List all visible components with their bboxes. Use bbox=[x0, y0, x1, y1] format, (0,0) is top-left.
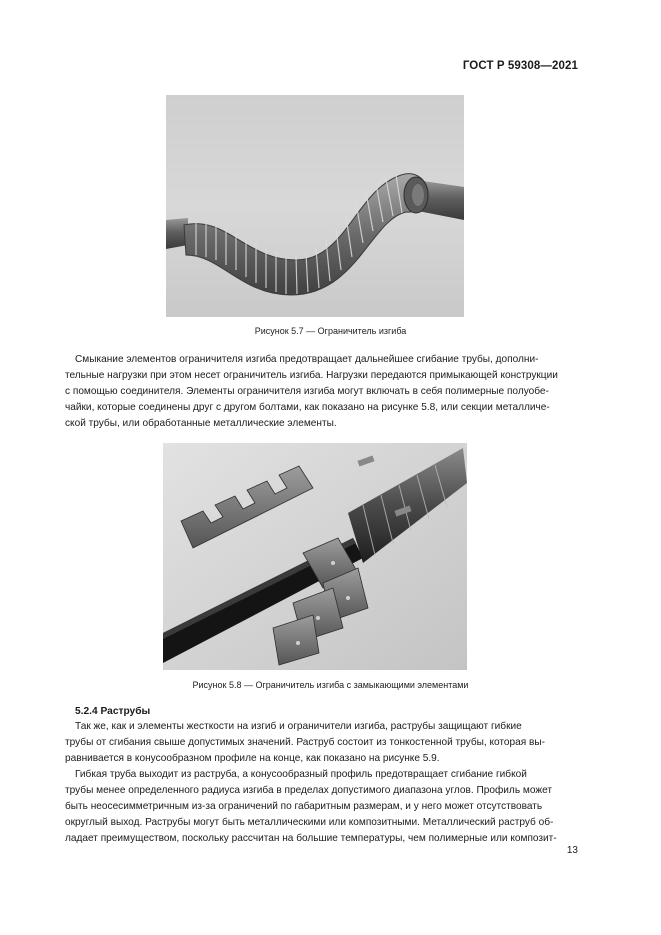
paragraph-line: Так же, как и элементы жесткости на изгиб и ограничители изгиба, раструбы защищают гибкие bbox=[75, 721, 522, 732]
paragraph-bell-mouth-intro bbox=[65, 719, 584, 767]
paragraph-line: с помощью соединителя. Элементы ограничителя изгиба могут включать в себя полимерные полуобе- bbox=[65, 385, 549, 397]
paragraph-line: округлый выход. Раструбы могут быть металлическими или композитными. Металлический раструб об- bbox=[65, 816, 554, 828]
section-heading-bell-mouths: 5.2.4 Раструбы bbox=[75, 706, 151, 717]
paragraph-line: трубы менее определенного радиуса изгиба в пределах допустимого диапазона углов. Профиль может bbox=[65, 784, 552, 796]
paragraph-bell-mouth-details bbox=[65, 767, 584, 847]
document-standard-code: ГОСТ Р 59308—2021 bbox=[462, 60, 578, 72]
paragraph-line: трубы от сгибания свыше допустимых значений. Раструб состоит из тонкостенной трубы, которая вы- bbox=[65, 736, 545, 748]
paragraph-line: чайки, которые соединены друг с другом болтами, как показано на рисунке 5.8, или секции металличе- bbox=[65, 401, 550, 413]
page-number: 13 bbox=[566, 845, 578, 856]
paragraph-line: Гибкая труба выходит из раструба, а конусообразный профиль предотвращает сгибание гибкой bbox=[75, 769, 527, 780]
locking-bend-restrictor-illustration bbox=[163, 443, 467, 670]
paragraph-line: тельные нагрузки при этом несет ограничитель изгиба. Нагрузки передаются примыкающей конструкции bbox=[65, 369, 558, 381]
paragraph-bend-restrictor bbox=[65, 352, 584, 432]
paragraph-line: быть неосесимметричным из-за ограничений по габаритным размерам, и у него может отсутствовать bbox=[65, 800, 543, 812]
figure-bend-restrictor-image bbox=[166, 95, 464, 317]
figure-5-8-caption: Рисунок 5.8 — Ограничитель изгиба с замыкающими элементами bbox=[192, 680, 469, 690]
paragraph-line: Смыкание элементов ограничителя изгиба предотвращает дальнейшее сгибание трубы, дополни- bbox=[75, 354, 539, 365]
figure-5-7-caption: Рисунок 5.7 — Ограничитель изгиба bbox=[254, 326, 407, 336]
bend-restrictor-illustration bbox=[166, 95, 464, 317]
paragraph-line: равнивается в конусообразном профиле на конце, как показано на рисунке 5.9. bbox=[65, 752, 440, 764]
figure-locking-bend-restrictor-image bbox=[163, 443, 467, 670]
paragraph-line: ладает преимуществом, поскольку рассчитан на большие температуры, чем полимерные или композит- bbox=[65, 832, 557, 844]
paragraph-line: ской трубы, или обработанные металлические элементы. bbox=[65, 417, 337, 429]
